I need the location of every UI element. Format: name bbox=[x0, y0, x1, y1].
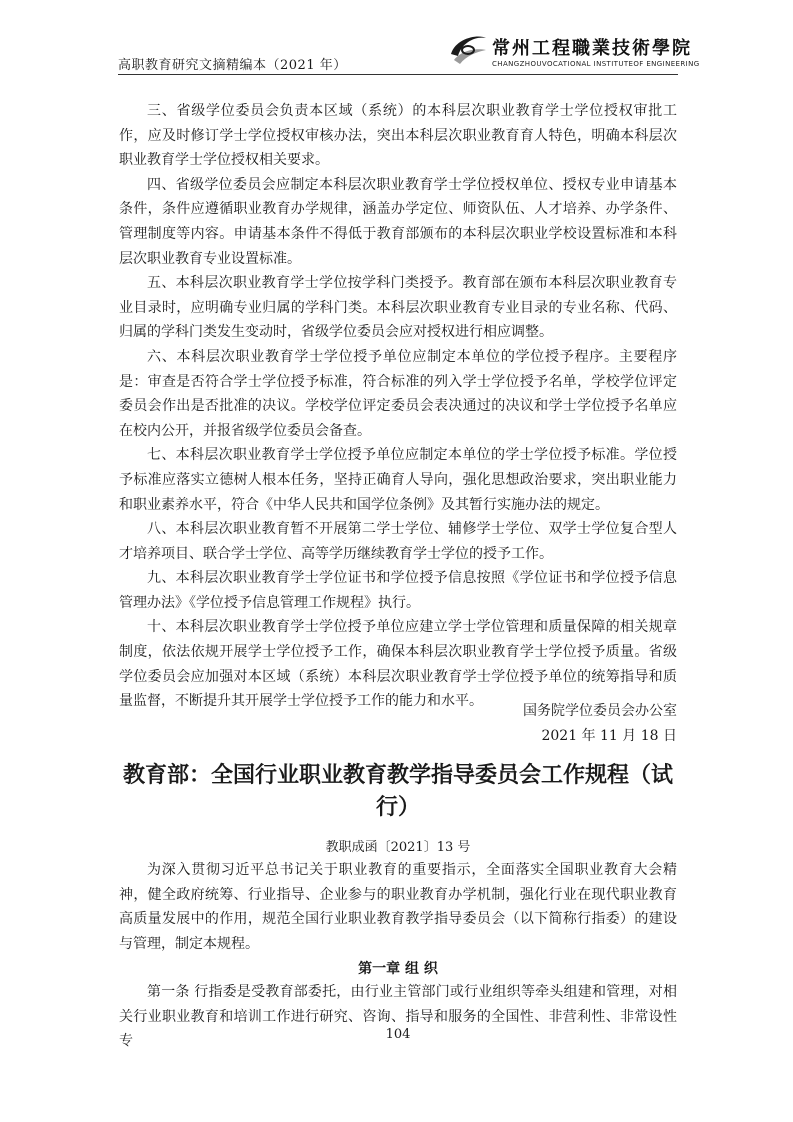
document-title: 教育部：全国行业职业教育教学指导委员会工作规程（试行） bbox=[122, 763, 673, 820]
issuer-signature: 国务院学位委员会办公室 bbox=[523, 703, 677, 719]
paragraph-9: 九、本科层次职业教育学士学位证书和学位授予信息按照《学位证书和学位授予信息管理办法》《学位授予信息管理工作规程》执行。 bbox=[119, 570, 677, 611]
paragraph-3: 三、省级学位委员会负责本区域（系统）的本科层次职业教育学士学位授权审批工作，应及时修订学士学位授权审核办法，突出本科层次职业教育育人特色，明确本科层次职业教育学士学位授权相关要求。 bbox=[119, 103, 677, 169]
school-logo bbox=[448, 32, 700, 74]
logo-english-name: CHANGZHOUVOCATIONAL INSTITUTEOF ENGINEERING bbox=[492, 60, 700, 68]
chapter-heading: 第一章 组 织 bbox=[358, 961, 438, 977]
article-1: 第一条 行指委是受教育部委托，由行业主管部门或行业组织等牵头组建和管理，对相关行业职业教育和培训工作进行研究、咨询、指导和服务的全国性、非营利性、非常设性专 bbox=[119, 984, 677, 1050]
notice-body bbox=[119, 99, 677, 714]
paragraph-5: 五、本科层次职业教育学士学位按学科门类授予。教育部在颁布本科层次职业教育专业目录时，应明确专业归属的学科门类。本科层次职业教育专业目录的专业名称、代码、归属的学科门类发生变动时，省级学位委员会应对授权进行相应调整。 bbox=[119, 275, 677, 341]
document-number: 教职成函〔2021〕13 号 bbox=[325, 840, 471, 855]
paragraph-8: 八、本科层次职业教育暂不开展第二学士学位、辅修学士学位、双学士学位复合型人才培养项目、联合学士学位、高等学历继续教育学士学位的授予工作。 bbox=[119, 521, 677, 562]
intro-paragraph: 为深入贯彻习近平总书记关于职业教育的重要指示，全面落实全国职业教育大会精神，健全政府统筹、行业指导、企业参与的职业教育办学机制，强化行业在现代职业教育高质量发展中的作用，规范全国行业职业教育教学指导委员会（以下简称行指委）的建设与管理，制定本规程。 bbox=[119, 862, 677, 952]
paragraph-4: 四、省级学位委员会应制定本科层次职业教育学士学位授权单位、授权专业申请基本条件，条件应遵循职业教育办学规律，涵盖办学定位、师资队伍、人才培养、办学条件、管理制度等内容。申请基本条件不得低于教育部颁布的本科层次职业学校设置标准和本科层次职业教育专业设置标准。 bbox=[119, 176, 677, 267]
running-head: 高职教育研究文摘精编本（2021 年） bbox=[118, 58, 347, 73]
issue-date: 2021 年 11 月 18 日 bbox=[541, 728, 677, 744]
paragraph-6: 六、本科层次职业教育学士学位授予单位应制定本单位的学位授予程序。主要程序是：审查是否符合学士学位授予标准，符合标准的列入学士学位授予名单，学校学位评定委员会作出是否批准的决议。学校学位评定委员会表决通过的决议和学士学位授予名单应在校内公开，并报省级学位委员会备查。 bbox=[119, 348, 677, 439]
school-emblem-icon bbox=[448, 32, 488, 66]
page-header bbox=[118, 30, 700, 75]
document-intro bbox=[119, 858, 677, 956]
page-number: 104 bbox=[385, 1027, 411, 1042]
logo-chinese-name: 常州工程職業技術學院 bbox=[492, 38, 692, 59]
paragraph-10: 十、本科层次职业教育学士学位授予单位应建立学士学位管理和质量保障的相关规章制度，依法依规开展学士学位授予工作，确保本科层次职业教育学士学位授予质量。省级学位委员会应加强对本区域（系统）本科层次职业教育学士学位授予单位的统筹指导和质量监督，不断提升其开展学士学位授予工作的能力和水平。 bbox=[119, 619, 677, 710]
paragraph-7: 七、本科层次职业教育学士学位授予单位应制定本单位的学士学位授予标准。学位授予标准应落实立德树人根本任务，坚持正确育人导向，强化思想政治要求，突出职业能力和职业素养水平，符合《中华人民共和国学位条例》及其暂行实施办法的规定。 bbox=[119, 447, 677, 513]
article-body bbox=[119, 980, 677, 1054]
header-divider bbox=[118, 74, 678, 75]
